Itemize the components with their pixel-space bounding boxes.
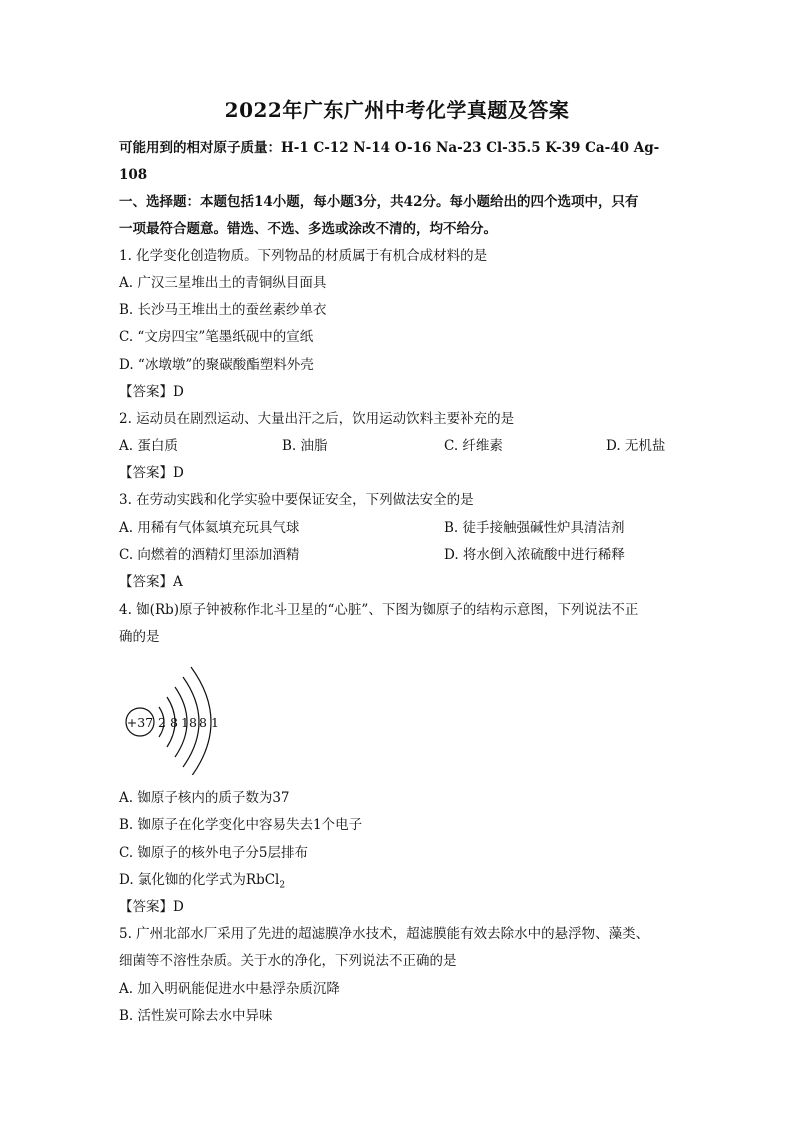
- q2-answer: 【答案】D: [119, 465, 184, 481]
- q4-option-d-text: D. 氯化铷的化学式为RbCl: [119, 872, 280, 888]
- q4-stem-line-2: 确的是: [119, 629, 160, 645]
- q5-stem-line-2: 细菌等不溶性杂质。关于水的净化，下列说法不正确的是: [119, 953, 457, 969]
- q4-option-d: [119, 871, 285, 895]
- q1-stem: 1. 化学变化创造物质。下列物品的材质属于有机合成材料的是: [119, 248, 488, 264]
- q1-option-c: C. “文房四宝”笔墨纸砚中的宣纸: [119, 329, 314, 345]
- q2-option-d: D. 无机盐: [606, 438, 666, 454]
- q3-answer: 【答案】A: [119, 574, 183, 590]
- q4-option-a: A. 铷原子核内的质子数为37: [119, 790, 290, 806]
- q5-option-b: B. 活性炭可除去水中异味: [119, 1008, 273, 1024]
- q1-option-a: A. 广汉三星堆出土的青铜纵目面具: [119, 275, 327, 291]
- rubidium-atom-structure-diagram: [119, 655, 229, 775]
- q2-option-c: C. 纤维素: [444, 438, 503, 454]
- shell-electrons-2: 8: [170, 715, 178, 730]
- atomic-mass-line-1: 可能用到的相对原子质量：H-1 C-12 N-14 O-16 Na-23 Cl-35.5 K-39 Ca-40 Ag-: [119, 140, 660, 156]
- q5-option-a: A. 加入明矾能促进水中悬浮杂质沉降: [119, 981, 340, 997]
- q4-option-d-subscript: 2: [279, 880, 286, 891]
- q1-option-b: B. 长沙马王堆出土的蚕丝素纱单衣: [119, 302, 327, 318]
- q2-stem: 2. 运动员在剧烈运动、大量出汗之后，饮用运动饮料主要补充的是: [119, 411, 515, 427]
- atomic-mass-line-2: 108: [119, 167, 148, 183]
- shell-electrons-3: 18: [181, 715, 197, 730]
- q3-option-c: C. 向燃着的酒精灯里添加酒精: [119, 547, 300, 563]
- q4-option-c: C. 铷原子的核外电子分5层排布: [119, 845, 309, 861]
- q1-answer: 【答案】D: [119, 384, 184, 400]
- q2-option-a: A. 蛋白质: [119, 438, 178, 454]
- q2-option-b: B. 油脂: [282, 438, 328, 454]
- shell-electrons-1: 2: [158, 715, 166, 730]
- page-title: 2022年广东广州中考化学真题及答案: [224, 98, 570, 122]
- q4-stem-line-1: 4. 铷(Rb)原子钟被称作北斗卫星的“心脏”、下图为铷原子的结构示意图，下列说法不正: [119, 602, 639, 618]
- q3-option-d: D. 将水倒入浓硫酸中进行稀释: [444, 547, 625, 563]
- nucleus-charge: +37: [126, 715, 154, 730]
- section-heading-line-2: 一项最符合题意。错选、不选、多选或涂改不清的，均不给分。: [119, 221, 497, 237]
- q4-option-b: B. 铷原子在化学变化中容易失去1个电子: [119, 817, 363, 833]
- q1-option-d: D. “冰墩墩”的聚碳酸酯塑料外壳: [119, 357, 314, 373]
- q4-answer: 【答案】D: [119, 899, 184, 915]
- section-heading-line-1: 一、选择题：本题包括14小题，每小题3分，共42分。每小题给出的四个选项中，只有: [119, 194, 639, 210]
- q5-stem-line-1: 5. 广州北部水厂采用了先进的超滤膜净水技术，超滤膜能有效去除水中的悬浮物、藻类、: [119, 926, 650, 942]
- q3-stem: 3. 在劳动实践和化学实验中要保证安全，下列做法安全的是: [119, 492, 474, 508]
- shell-electrons-4: 8: [199, 715, 207, 730]
- q3-option-a: A. 用稀有气体氦填充玩具气球: [119, 520, 300, 536]
- shell-electrons-5: 1: [211, 715, 219, 730]
- q3-option-b: B. 徒手接触强碱性炉具清洁剂: [444, 520, 625, 536]
